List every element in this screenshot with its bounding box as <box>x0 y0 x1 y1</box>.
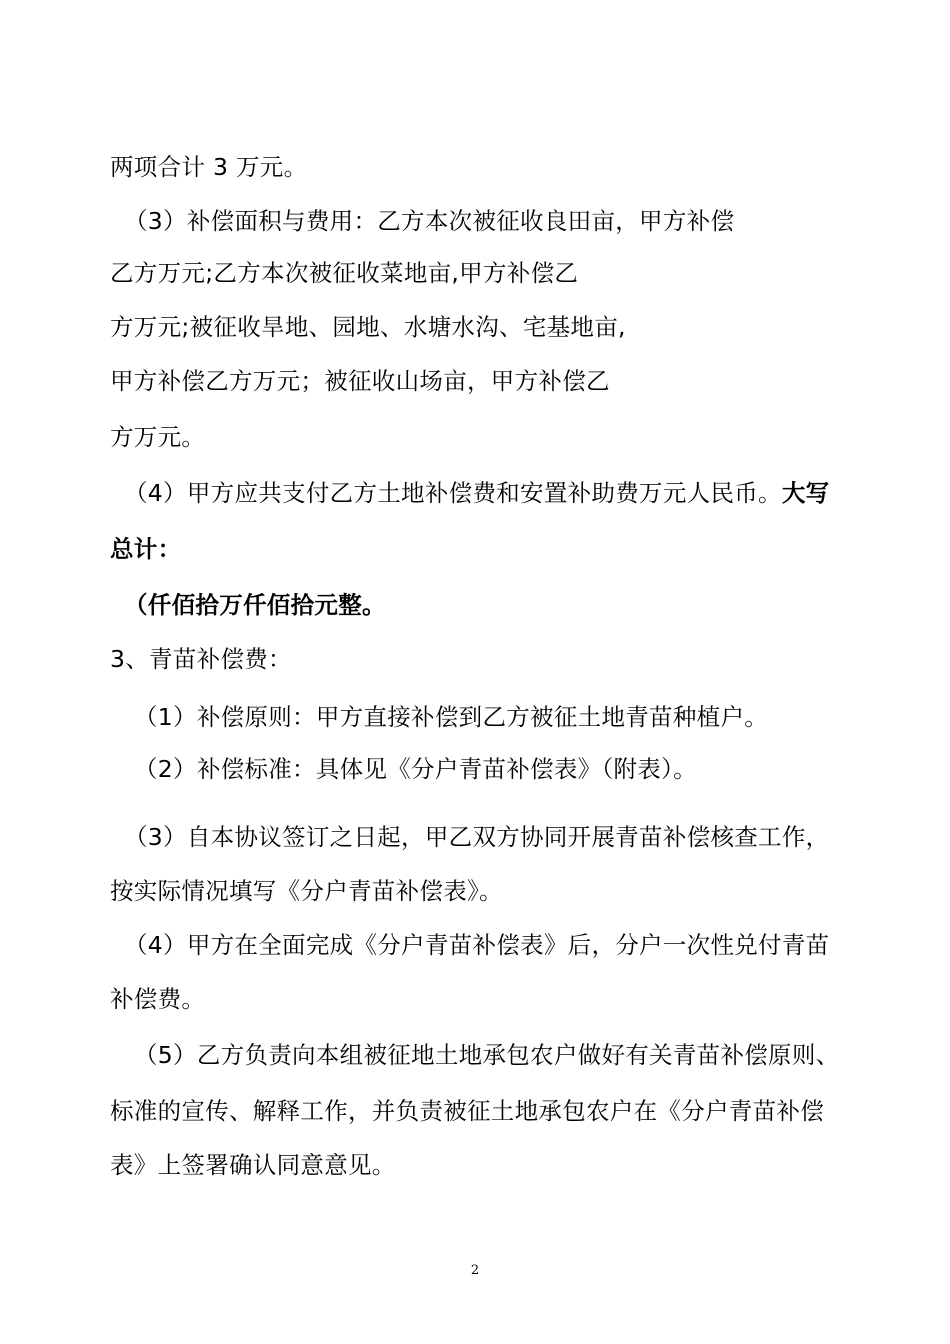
paragraph-line: 方万元。 <box>110 423 206 451</box>
paragraph-line: （3）补偿面积与费用：乙方本次被征收良田亩，甲方补偿 <box>124 207 735 235</box>
paragraph-line <box>124 478 829 508</box>
paragraph-line: 两项合计 3 万元。 <box>110 153 308 181</box>
paragraph-line: 甲方补偿乙方万元；被征收山场亩，甲方补偿乙 <box>110 367 610 395</box>
paragraph-line: （5）乙方负责向本组被征地土地承包农户做好有关青苗补偿原则、 <box>134 1041 840 1069</box>
paragraph-line: （3）自本协议签订之日起，甲乙双方协同开展青苗补偿核查工作， <box>124 823 830 851</box>
paragraph-line: 方万元;被征收旱地、园地、水塘水沟、宅基地亩, <box>110 313 626 341</box>
section-heading: 3、青苗补偿费： <box>110 645 292 673</box>
paragraph-line: 标准的宣传、解释工作，并负责被征土地承包农户在《分户青苗补偿 <box>110 1097 824 1125</box>
paragraph-line: 按实际情况填写《分户青苗补偿表》。 <box>110 877 503 905</box>
paragraph-line: 乙方万元;乙方本次被征收菜地亩,甲方补偿乙 <box>110 259 579 287</box>
emphasis-text: 大写 <box>781 479 830 507</box>
paragraph-line: 表》上签署确认同意意见。 <box>110 1151 396 1179</box>
paragraph-line: 总计： <box>110 535 182 563</box>
paragraph-line: （4）甲方在全面完成《分户青苗补偿表》后，分户一次性兑付青苗 <box>124 931 830 959</box>
paragraph-text: （4）甲方应共支付乙方土地补偿费和安置补助费万元人民币。 <box>124 479 782 507</box>
paragraph-line: （2）补偿标准：具体见《分户青苗补偿表》（附表）。 <box>134 755 697 783</box>
page-number: 2 <box>470 1263 480 1278</box>
paragraph-line: （仟佰拾万仟佰拾元整。 <box>124 591 386 619</box>
paragraph-line: 补偿费。 <box>110 985 206 1013</box>
paragraph-line: （1）补偿原则：甲方直接补偿到乙方被征土地青苗种植户。 <box>134 703 769 731</box>
